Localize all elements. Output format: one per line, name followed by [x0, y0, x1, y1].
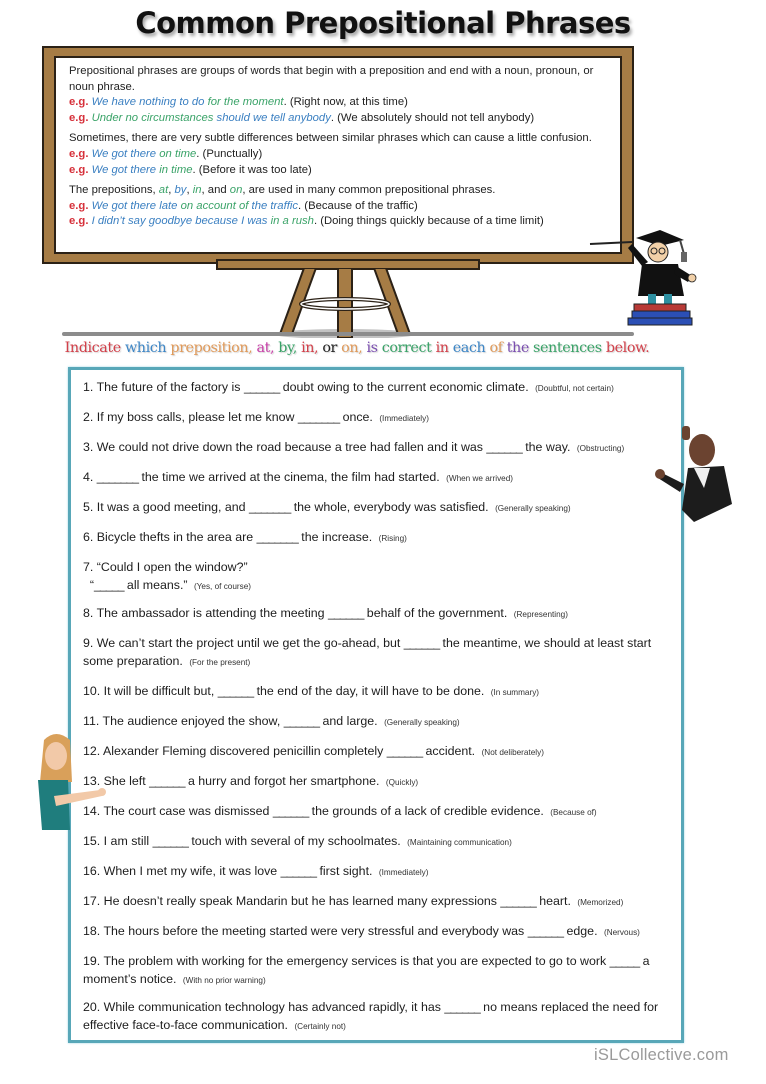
- question-hint: (Not deliberately): [481, 748, 544, 757]
- answer-blank[interactable]: ______: [217, 684, 254, 698]
- answer-blank[interactable]: ______: [283, 714, 320, 728]
- question-text: doubt owing to the current economic climate.: [279, 380, 533, 394]
- question-item: [83, 742, 671, 762]
- question-text: a hurry and forgot her smartphone.: [184, 774, 383, 788]
- intro-text: Prepositional phrases are groups of words that begin with a preposition and end with a noun, pronoun, or noun phrase.: [69, 65, 594, 93]
- example-phrase: We got there: [91, 147, 160, 160]
- question-text: edge.: [563, 924, 601, 938]
- example-meaning: . (Doing things quickly because of a time limit): [313, 215, 544, 228]
- question-hint: (Nervous): [603, 928, 640, 937]
- question-item: [83, 604, 671, 624]
- question-text: When I met my wife, it was love: [103, 864, 281, 878]
- question-number: 1.: [83, 380, 97, 394]
- example-meaning: . (Punctually): [196, 147, 263, 160]
- question-item: [83, 892, 671, 912]
- instruction-word: preposition,: [170, 340, 257, 356]
- eg-label: e.g.: [69, 96, 92, 109]
- instruction-word: of: [489, 340, 507, 356]
- question-text: Alexander Fleming discovered penicillin completely: [102, 744, 387, 758]
- answer-blank[interactable]: ______: [280, 864, 316, 878]
- question-item: [83, 802, 671, 822]
- question-hint: (Certainly not): [294, 1022, 346, 1031]
- question-hint: (In summary): [490, 688, 540, 697]
- answer-blank[interactable]: _______: [249, 500, 291, 514]
- watermark: iSLCollective.com: [594, 1046, 729, 1064]
- question-item: [83, 438, 671, 458]
- eg-label: e.g.: [69, 215, 92, 228]
- instruction-word: which: [124, 340, 171, 356]
- answer-blank[interactable]: _____: [609, 954, 640, 968]
- question-text: The problem with working for the emergency services is that you are expected to go to work: [103, 954, 610, 968]
- instruction-line: [0, 340, 714, 356]
- example-meaning: . (Because of the traffic): [298, 199, 418, 212]
- instruction-word: correct: [381, 340, 436, 356]
- question-text: first sight.: [316, 864, 376, 878]
- question-text: We can’t start the project until we get the go-ahead, but: [96, 636, 404, 650]
- answer-blank[interactable]: ______: [386, 744, 423, 758]
- prepositions-paragraph: [69, 183, 610, 230]
- answer-blank[interactable]: ______: [243, 380, 280, 394]
- question-text: touch with several of my schoolmates.: [187, 834, 405, 848]
- question-text: The ambassador is attending the meeting: [96, 606, 328, 620]
- examples-group-2: [69, 147, 610, 178]
- example-phrase: the traffic: [248, 199, 299, 212]
- question-number: 11.: [83, 714, 103, 728]
- question-hint: (For the present): [189, 658, 251, 667]
- question-text: accident.: [422, 744, 479, 758]
- example-line: [69, 214, 610, 230]
- question-text: The future of the factory is: [96, 380, 244, 394]
- instruction-word: below.: [605, 340, 650, 356]
- question-text: We could not drive down the road because a tree had fallen and it was: [96, 440, 487, 454]
- question-item: [83, 772, 671, 792]
- prep-by: by: [174, 184, 187, 197]
- question-hint: (Immediately): [378, 868, 429, 877]
- question-text: “: [83, 578, 95, 592]
- prep-before: The prepositions,: [69, 184, 159, 197]
- question-text: I am still: [103, 834, 153, 848]
- answer-blank[interactable]: _______: [96, 470, 139, 484]
- example-phrase: should we tell anybody: [213, 111, 331, 124]
- question-text: the way.: [521, 440, 574, 454]
- instruction-word: Indicate: [64, 340, 125, 356]
- question-item: [83, 468, 671, 488]
- question-item: [83, 558, 671, 596]
- example-phrase: We got there late: [91, 199, 181, 212]
- example-phrase: for the moment: [207, 96, 284, 109]
- question-item: [83, 528, 671, 548]
- question-text: It will be difficult but,: [103, 684, 218, 698]
- answer-blank[interactable]: ______: [272, 804, 309, 818]
- example-phrase: Under no circumstances: [91, 111, 214, 124]
- subtle-text: Sometimes, there are very subtle differences between similar phrases which can cause a little confusion.: [69, 132, 592, 145]
- question-hint: (Yes, of course): [193, 582, 252, 591]
- examples-group-1: [69, 95, 610, 126]
- instruction-word: at,: [256, 340, 279, 356]
- question-text: and large.: [319, 714, 382, 728]
- question-hint: (Memorized): [577, 898, 624, 907]
- answer-blank[interactable]: ______: [486, 440, 522, 454]
- examples-group-3: [69, 199, 610, 230]
- question-number: 13.: [83, 774, 104, 788]
- question-item: [83, 682, 671, 702]
- question-number: 9.: [83, 636, 97, 650]
- question-text: behalf of the government.: [363, 606, 511, 620]
- subtle-paragraph: [69, 131, 610, 178]
- answer-blank[interactable]: ______: [444, 1000, 480, 1014]
- question-hint: (With no prior warning): [182, 976, 266, 985]
- question-number: 6.: [83, 530, 97, 544]
- instruction-word: the: [506, 340, 534, 356]
- prep-in: in: [192, 184, 202, 197]
- question-hint: (Doubtful, not certain): [535, 384, 614, 393]
- question-text: a moment’s notice.: [83, 954, 650, 986]
- question-number: 16.: [83, 864, 104, 878]
- answer-blank[interactable]: _____: [94, 578, 124, 592]
- question-text: The court case was dismissed: [103, 804, 273, 818]
- question-number: 10.: [83, 684, 104, 698]
- question-item: [83, 832, 671, 852]
- question-text: once.: [339, 410, 377, 424]
- example-phrase: on account of: [180, 199, 249, 212]
- instruction-word: on,: [341, 340, 367, 356]
- easel-icon: [270, 268, 420, 338]
- example-phrase: We got there: [91, 163, 160, 176]
- example-phrase: in a rush: [270, 215, 314, 228]
- prep-at: at: [158, 184, 169, 197]
- question-hint: (Maintaining communication): [407, 838, 512, 847]
- example-meaning: . (Right now, at this time): [283, 96, 408, 109]
- question-number: 20.: [83, 1000, 104, 1014]
- example-phrase: on time: [159, 147, 197, 160]
- pointing-woman-icon: [26, 730, 116, 834]
- instruction-word: in: [435, 340, 453, 356]
- prepositions-sentence: The prepositions, at, by, in, and on, are used in many common prepositional phrases.: [69, 184, 496, 197]
- question-text: It was a good meeting, and: [96, 500, 250, 514]
- question-number: 4.: [83, 470, 97, 484]
- question-item: [83, 408, 671, 428]
- question-hint: (When we arrived): [446, 474, 514, 483]
- answer-blank[interactable]: ______: [328, 606, 364, 620]
- question-number: 15.: [83, 834, 104, 848]
- question-text: no means replaced the need for effective face-to-face communication.: [83, 1000, 659, 1032]
- example-phrase: I didn’t say goodbye because I was: [91, 215, 271, 228]
- example-meaning: . (Before it was too late): [192, 163, 312, 176]
- example-phrase: We have nothing to do: [91, 96, 208, 109]
- question-hint: (Obstructing): [576, 444, 625, 453]
- question-item: [83, 378, 671, 398]
- question-hint: (Quickly): [385, 778, 419, 787]
- question-number: 12.: [83, 744, 103, 758]
- eg-label: e.g.: [69, 163, 92, 176]
- prep-after: , are used in many common prepositional phrases.: [242, 184, 496, 197]
- question-text: the whole, everybody was satisfied.: [290, 500, 493, 514]
- question-item: [83, 998, 671, 1036]
- example-line: [69, 199, 610, 215]
- floor-line: [62, 332, 634, 336]
- example-line: [69, 147, 610, 163]
- answer-blank[interactable]: _______: [297, 410, 340, 424]
- example-line: [69, 95, 610, 111]
- graduate-teacher-pointing-icon: [588, 226, 698, 326]
- exercise-box: [68, 367, 684, 1043]
- question-number: 2.: [83, 410, 97, 424]
- question-item: [83, 862, 671, 882]
- whiteboard-frame: [42, 46, 634, 264]
- answer-blank[interactable]: ______: [527, 924, 564, 938]
- intro-paragraph: [69, 64, 610, 126]
- question-number: 5.: [83, 500, 97, 514]
- question-text: He doesn’t really speak Mandarin but he has learned many expressions: [103, 894, 501, 908]
- eg-label: e.g.: [69, 147, 92, 160]
- answer-blank[interactable]: ______: [403, 636, 440, 650]
- question-text: The hours before the meeting started were very stressful and everybody was: [103, 924, 528, 938]
- question-text: the end of the day, it will have to be done.: [253, 684, 488, 698]
- question-item: [83, 922, 671, 942]
- question-hint: (Generally speaking): [495, 504, 571, 513]
- prep-on: on: [229, 184, 243, 197]
- answer-blank[interactable]: _______: [256, 530, 298, 544]
- instruction-word: in,: [301, 340, 323, 356]
- question-number: 17.: [83, 894, 104, 908]
- question-number: 7.: [83, 560, 97, 574]
- question-number: 3.: [83, 440, 97, 454]
- question-text: heart.: [535, 894, 575, 908]
- question-hint: (Immediately): [379, 414, 429, 423]
- question-text: The audience enjoyed the show,: [102, 714, 284, 728]
- pointing-man-icon: [654, 424, 734, 528]
- question-item: [83, 634, 671, 672]
- question-text: While communication technology has advanced rapidly, it has: [103, 1000, 445, 1014]
- instruction-word: or: [322, 340, 342, 356]
- question-item: [83, 712, 671, 732]
- eg-label: e.g.: [69, 199, 92, 212]
- answer-blank[interactable]: ______: [500, 894, 536, 908]
- instruction-word: is: [366, 340, 382, 356]
- question-hint: (Rising): [378, 534, 407, 543]
- question-text: She left: [103, 774, 150, 788]
- question-text: the grounds of a lack of credible evidence.: [308, 804, 548, 818]
- page-title: Common Prepositional Phrases: [135, 6, 631, 40]
- instruction-word: sentences: [533, 340, 606, 356]
- question-hint: (Because of): [550, 808, 597, 817]
- question-text: the meantime, we should at least start some preparation.: [83, 636, 652, 668]
- question-item: [83, 952, 671, 990]
- question-hint: (Generally speaking): [384, 718, 460, 727]
- answer-blank[interactable]: ______: [152, 834, 188, 848]
- question-text: all means.”: [123, 578, 191, 592]
- question-number: 8.: [83, 606, 97, 620]
- instruction-word: by,: [278, 340, 302, 356]
- instruction-word: each: [452, 340, 490, 356]
- question-text: the time we arrived at the cinema, the film had started.: [138, 470, 444, 484]
- example-line: [69, 111, 610, 127]
- question-item: [83, 498, 671, 518]
- example-line: [69, 163, 610, 179]
- question-number: 18.: [83, 924, 104, 938]
- question-number: 19.: [83, 954, 104, 968]
- whiteboard-content: [54, 56, 622, 254]
- question-hint: (Representing): [513, 610, 568, 619]
- question-text: Bicycle thefts in the area are: [96, 530, 257, 544]
- example-meaning: . (We absolutely should not tell anybody): [330, 111, 535, 124]
- question-text: “Could I open the window?”: [96, 560, 248, 574]
- eg-label: e.g.: [69, 111, 92, 124]
- question-text: the increase.: [297, 530, 376, 544]
- question-number: 14.: [83, 804, 104, 818]
- question-text: If my boss calls, please let me know: [96, 410, 298, 424]
- example-phrase: in time: [159, 163, 193, 176]
- answer-blank[interactable]: ______: [149, 774, 185, 788]
